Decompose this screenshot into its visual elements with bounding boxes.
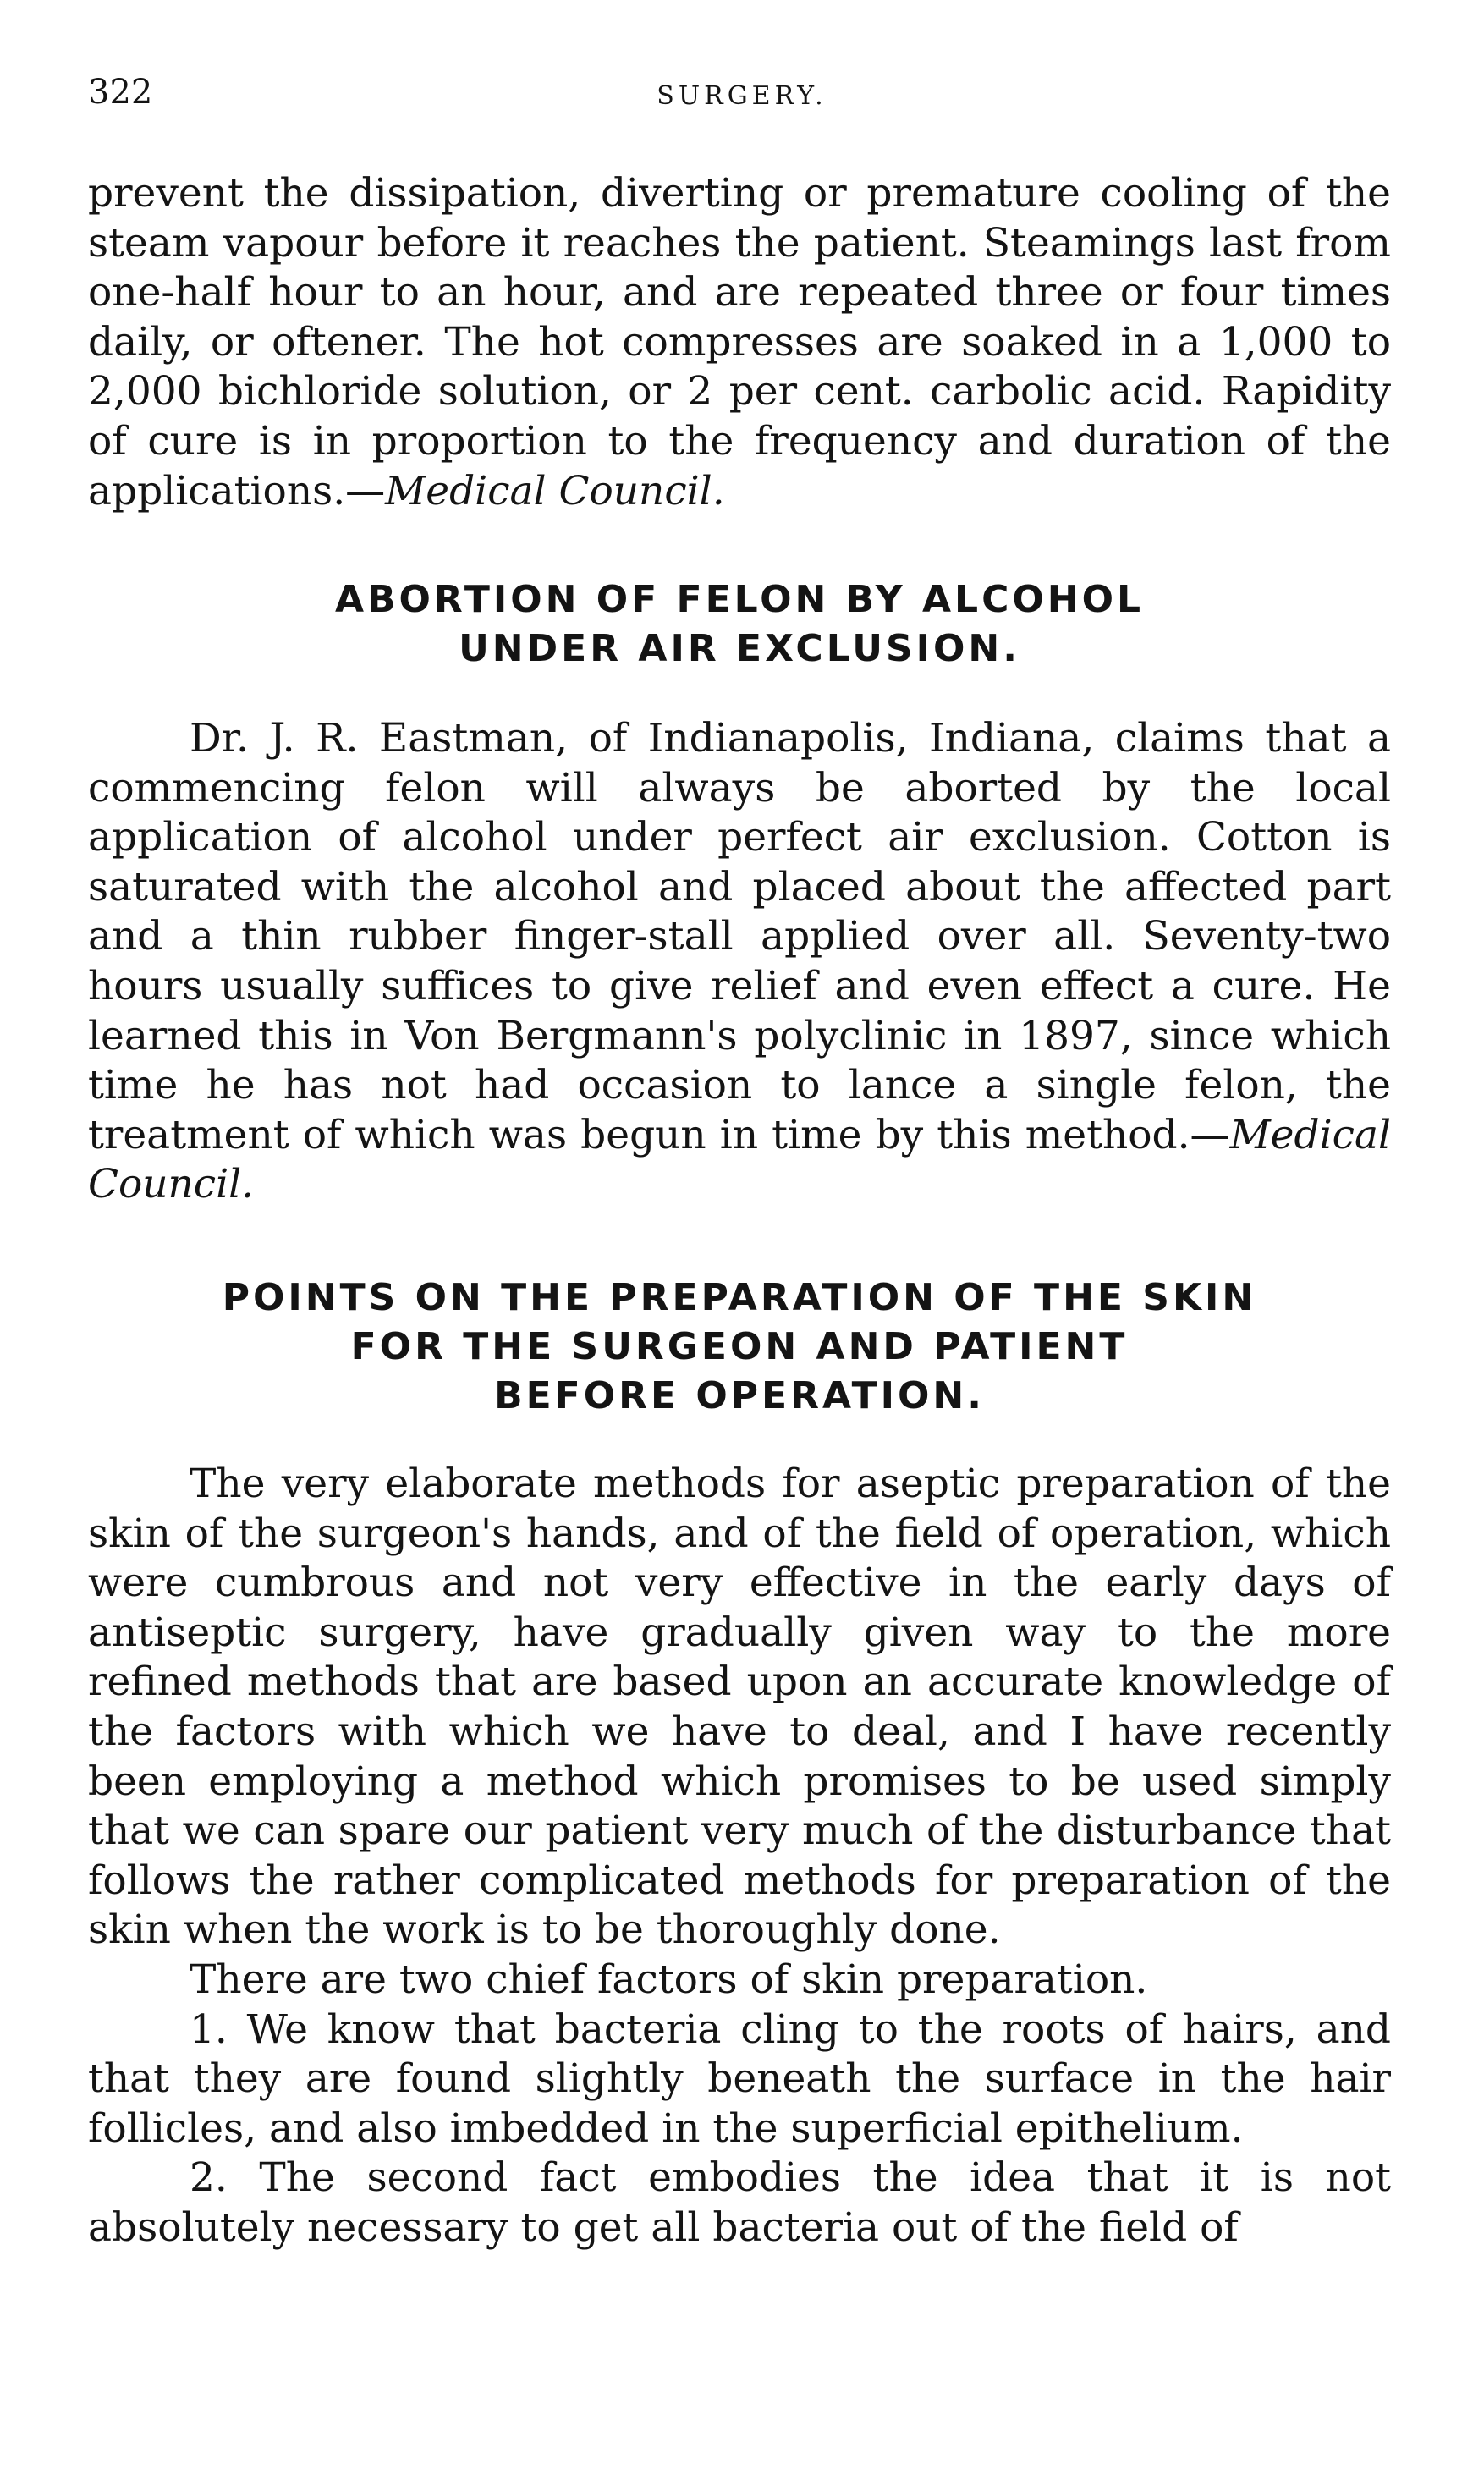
section2-title-line-1: POINTS ON THE PREPARATION OF THE SKIN — [222, 1276, 1257, 1319]
section2-paragraph-2: There are two chief factors of skin preparation. — [190, 1956, 1148, 2003]
intro-paragraph — [88, 169, 1391, 516]
section1-title — [88, 575, 1391, 674]
running-title: SURGERY. — [657, 81, 827, 111]
intro-text: prevent the dissipation, diverting or premature cooling of the steam vapour before it reaches the patient. Steamings last from one-half hour to an hour, and are repeated three or four times daily, or oftener. The hot compresses are soaked in a 1,000 to 2,000 bichloride solution, or 2 per cent. carbolic acid. Rapidity of cure is in proportion to the frequency and duration of the applications.— — [88, 170, 1391, 514]
section1-body — [88, 714, 1391, 1210]
section-abortion-of-felon — [88, 575, 1391, 674]
section-skin-preparation — [88, 1274, 1391, 1421]
section1-text: Dr. J. R. Eastman, of Indianapolis, Indiana, claims that a commencing felon will always be aborted by the local application of alcohol under perfect air exclusion. Cotton is saturated with the alcohol and placed about the affected part and a thin rubber finger-stall applied over all. Seventy-two hours usually suffices to give relief and even effect a cure. He learned this in Von Bergmann's polyclinic in 1897, since which time he has not had occasion to lance a single felon, the treatment of which was begun in time by this method.— — [88, 715, 1391, 1158]
section2-title — [88, 1274, 1391, 1421]
section2-paragraph-3: 1. We know that bacteria cling to the roots of hairs, and that they are found slightly beneath the surface in the hair follicles, and also imbedded in the superficial epithelium. — [88, 2005, 1391, 2152]
intro-source: Medical Council. — [385, 467, 725, 514]
section1-title-line-1: ABORTION OF FELON BY ALCOHOL — [334, 578, 1145, 621]
section1-title-line-2: UNDER AIR EXCLUSION. — [459, 627, 1020, 670]
section1-source: Medical Council. — [88, 1111, 1391, 1208]
section2-paragraph-1: The very elaborate methods for aseptic preparation of the skin of the surgeon's hands, and of the field of operation, which were cumbrous and not very effective in the early days of antiseptic surgery, have gradually given way to the more refined methods that are based upon an accurate knowledge of the factors with which we have to deal, and I have recently been employing a method which promises to be used simply that we can spare our patient very much of the disturbance that follows the rather complicated methods for preparation of the skin when the work is to be thoroughly done. — [88, 1461, 1391, 1954]
intro-block — [88, 169, 1391, 516]
section2-title-line-3: BEFORE OPERATION. — [494, 1374, 985, 1417]
section2-paragraph-4: 2. The second fact embodies the idea that it is not absolutely necessary to get all bacteria out of the field of — [88, 2154, 1391, 2251]
section2-title-line-2: FOR THE SURGEON AND PATIENT — [350, 1325, 1129, 1368]
page-number: 322 — [88, 73, 153, 112]
section1-paragraph — [88, 714, 1391, 1210]
section2-body — [88, 1460, 1391, 2253]
